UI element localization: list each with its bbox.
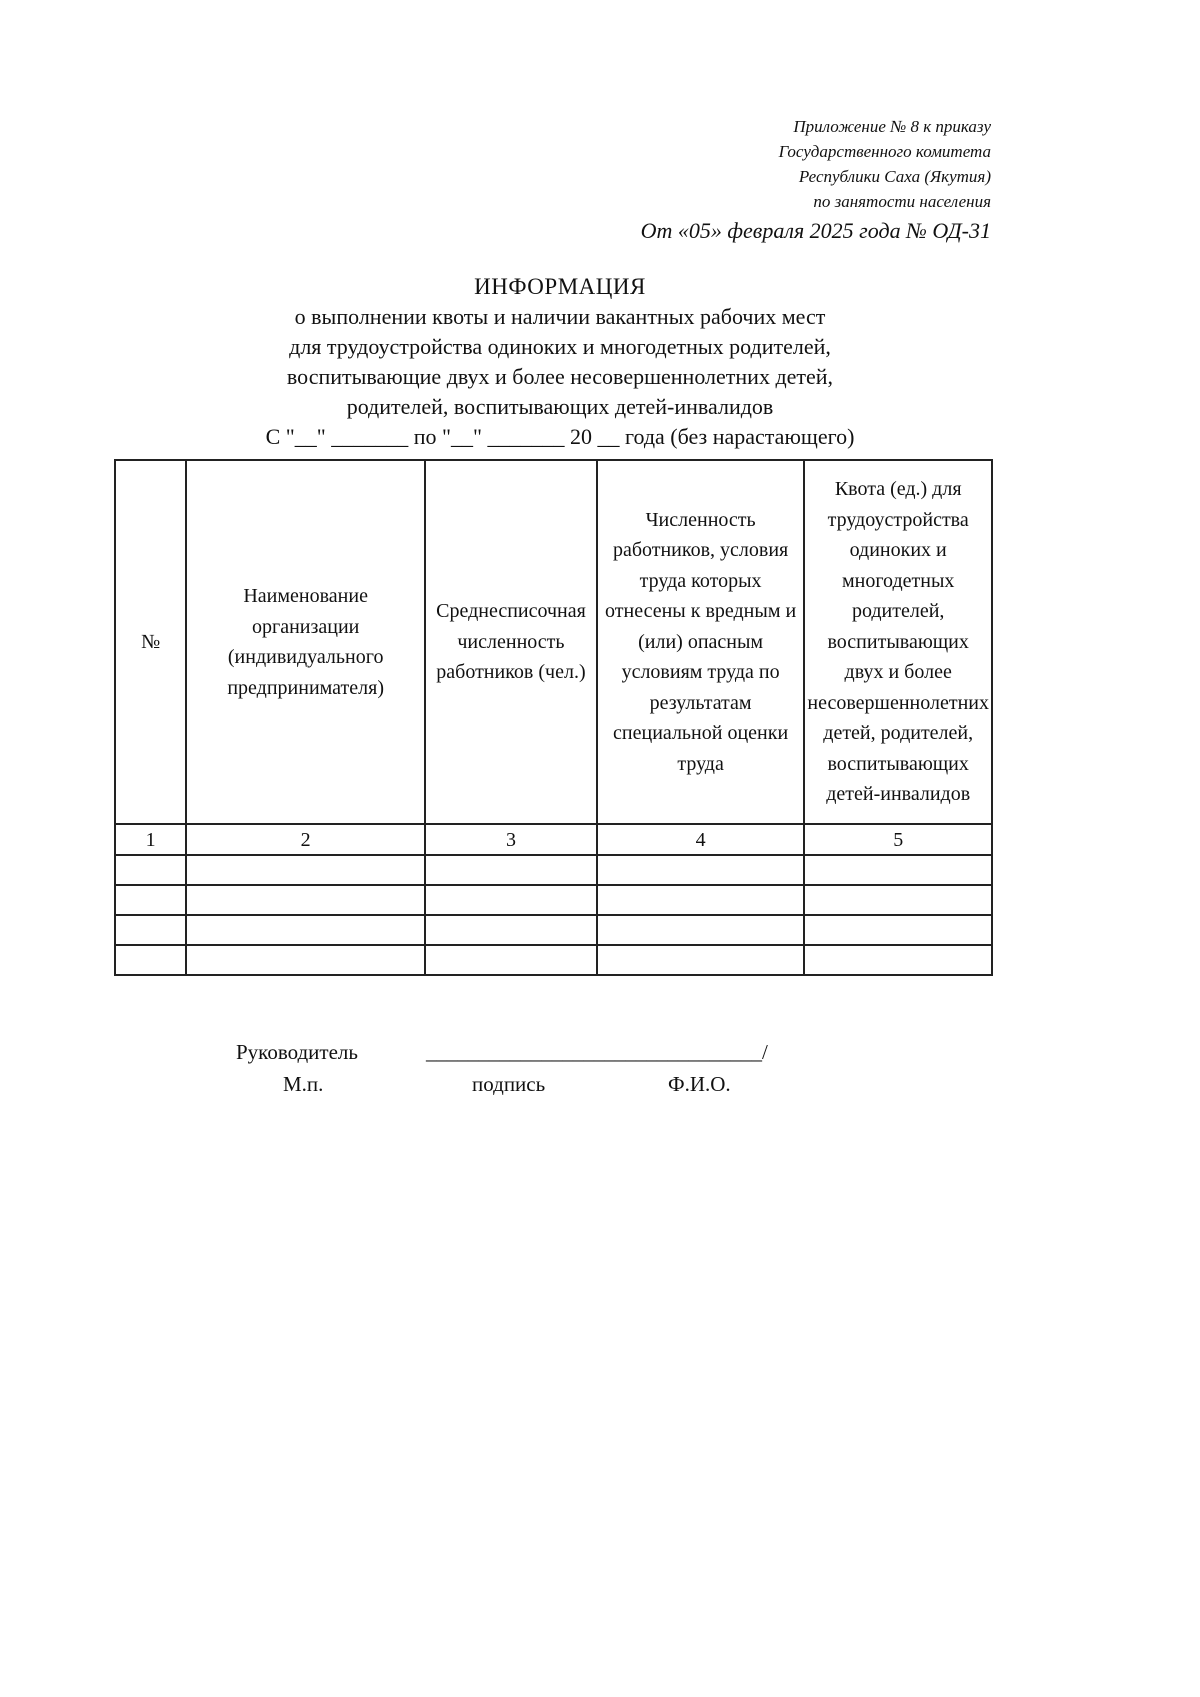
quota-table xyxy=(114,459,993,976)
annex-line-3: Республики Саха (Якутия) xyxy=(798,167,991,186)
header-number: № xyxy=(115,460,186,824)
table-cell[interactable] xyxy=(115,945,186,975)
table-cell[interactable] xyxy=(186,885,425,915)
table-cell[interactable] xyxy=(597,915,805,945)
table-cell[interactable] xyxy=(597,945,805,975)
title-line-3: воспитывающие двух и более несовершеннолетних детей, xyxy=(286,364,834,389)
sign-label: подпись xyxy=(472,1072,546,1096)
signature-block xyxy=(236,1036,856,1100)
header-quota: Квота (ед.) для трудоустройства одиноких и многодетных родителей, воспитывающих двух и более несовершеннолетних детей, родителей, воспитывающих детей-инвалидов xyxy=(804,460,992,824)
table-cell[interactable] xyxy=(115,885,186,915)
column-number: 4 xyxy=(597,824,805,855)
header-hazardous-workers: Численность работников, условия труда которых отнесены к вредным и (или) опасным условиям труда по результатам специальной оценки труда xyxy=(597,460,805,824)
table-cell[interactable] xyxy=(425,915,597,945)
table-cell[interactable] xyxy=(804,855,992,885)
column-number: 2 xyxy=(186,824,425,855)
table-cell[interactable] xyxy=(597,885,805,915)
signature-line[interactable]: ________________________________/ xyxy=(426,1040,768,1064)
document-title xyxy=(160,272,960,452)
table-cell[interactable] xyxy=(115,915,186,945)
stamp-label: М.п. xyxy=(283,1072,324,1096)
column-number-row xyxy=(115,824,992,855)
table-cell[interactable] xyxy=(804,945,992,975)
table-header-row xyxy=(115,460,992,824)
table-cell[interactable] xyxy=(425,945,597,975)
column-number: 3 xyxy=(425,824,597,855)
table-cell[interactable] xyxy=(425,855,597,885)
table-row xyxy=(115,885,992,915)
table-cell[interactable] xyxy=(804,915,992,945)
table-row xyxy=(115,855,992,885)
table-cell[interactable] xyxy=(186,945,425,975)
table-cell[interactable] xyxy=(804,885,992,915)
table-row xyxy=(115,915,992,945)
signature-role: Руководитель xyxy=(236,1040,358,1064)
table-cell[interactable] xyxy=(425,885,597,915)
name-label: Ф.И.О. xyxy=(668,1072,731,1096)
title-line-4: родителей, воспитывающих детей-инвалидов xyxy=(346,394,774,419)
column-number: 5 xyxy=(804,824,992,855)
header-organization: Наименование организации (индивидуального предпринимателя) xyxy=(186,460,425,824)
table-cell[interactable] xyxy=(186,915,425,945)
table-cell[interactable] xyxy=(115,855,186,885)
annex-block xyxy=(471,114,991,248)
table-cell[interactable] xyxy=(597,855,805,885)
annex-order: От «05» февраля 2025 года № ОД-31 xyxy=(640,218,991,243)
title-line-1: о выполнении квоты и наличии вакантных рабочих мест xyxy=(294,304,826,329)
title-line-2: для трудоустройства одиноких и многодетных родителей, xyxy=(289,334,831,359)
annex-line-4: по занятости населения xyxy=(813,192,991,211)
title-period: С "__" _______ по "__" _______ 20 __ года (без нарастающего) xyxy=(265,424,855,449)
column-number: 1 xyxy=(115,824,186,855)
signature-caption-row xyxy=(236,1068,856,1100)
table-row xyxy=(115,945,992,975)
title-heading: ИНФОРМАЦИЯ xyxy=(474,274,646,299)
annex-line-1: Приложение № 8 к приказу xyxy=(793,117,991,136)
annex-line-2: Государственного комитета xyxy=(778,142,991,161)
table-cell[interactable] xyxy=(186,855,425,885)
signature-row xyxy=(236,1036,856,1068)
header-avg-headcount: Среднесписочная численность работников (чел.) xyxy=(425,460,597,824)
